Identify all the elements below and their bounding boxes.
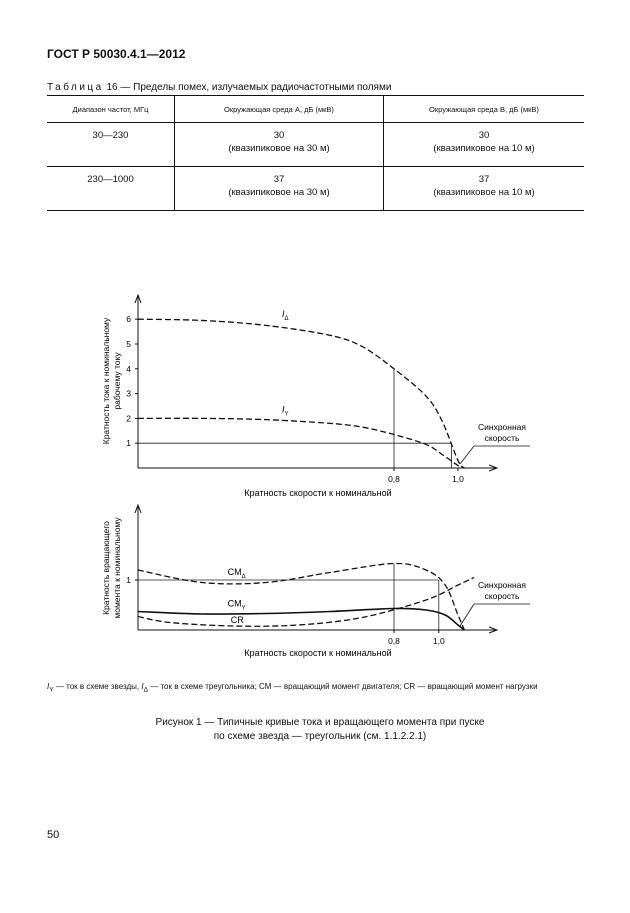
x-tick-label: 0,8 bbox=[388, 474, 400, 484]
series-label-subscript: Y bbox=[241, 605, 246, 612]
footnote-text: — ток в схеме звезды, bbox=[53, 682, 142, 691]
limit-value: 37 bbox=[478, 174, 490, 185]
footnote-text: — ток в схеме треугольника; CM — вращающий момент двигателя; CR — вращающий момент нагрузки bbox=[148, 682, 538, 691]
series-label: $I_Y$ bbox=[282, 404, 289, 418]
y-axis-label: рабочему току bbox=[112, 352, 122, 410]
annotation-text: Синхронная bbox=[477, 422, 527, 432]
series-line bbox=[138, 319, 464, 468]
y-tick-label: 2 bbox=[126, 413, 131, 424]
annotation-leader bbox=[460, 604, 474, 626]
range-value: 230—1000 bbox=[87, 174, 134, 185]
series-label: $CM_\Delta$ bbox=[227, 567, 246, 580]
table-header-cell: Окружающая среда А, дБ (мкВ) bbox=[175, 96, 384, 123]
y-tick-label: 3 bbox=[126, 388, 131, 399]
y-axis-label: Кратность тока к номинальному bbox=[101, 317, 111, 445]
y-tick-label: 6 bbox=[126, 314, 131, 325]
series-line bbox=[138, 563, 464, 630]
limit-value: 37 bbox=[273, 174, 285, 185]
range-value: 30—230 bbox=[92, 130, 129, 141]
annotation-text: Синхронная bbox=[477, 580, 527, 590]
series-label: $CM_Y$ bbox=[227, 598, 246, 612]
annotation-text: скорость bbox=[484, 591, 520, 601]
table-caption-text: 16 — Пределы помех, излучаемых радиочастотными полями bbox=[103, 82, 392, 93]
x-axis-label: Кратность скорости к номинальной bbox=[244, 488, 392, 498]
x-tick-label: 1,0 bbox=[432, 636, 445, 646]
x-tick-label: 0,8 bbox=[388, 636, 400, 646]
id-subscript: Δ bbox=[143, 686, 149, 694]
table-header-cell: Диапазон частот, МГц bbox=[47, 96, 175, 123]
x-tick-label: 1,0 bbox=[452, 474, 464, 484]
series-label: $I_\Delta$ bbox=[282, 309, 289, 323]
y-axis-label: момента к номинальному bbox=[112, 517, 122, 619]
iy-symbol: I bbox=[47, 682, 50, 691]
series-line bbox=[138, 578, 474, 627]
annotation-text: скорость bbox=[484, 433, 520, 443]
annotation-leader bbox=[460, 446, 474, 464]
series-label: CR bbox=[230, 615, 244, 625]
y-axis-label: Кратность вращающего bbox=[101, 521, 111, 615]
series-label-subscript: Δ bbox=[284, 316, 289, 323]
series-label-subscript: Δ bbox=[241, 574, 246, 580]
limit-note: (квазипиковое на 30 м) bbox=[228, 143, 330, 154]
iy-subscript: Y bbox=[49, 686, 54, 694]
y-tick-label: 4 bbox=[126, 363, 131, 374]
y-tick-label: 5 bbox=[126, 339, 131, 349]
limit-value: 30 bbox=[478, 130, 490, 141]
y-tick-label: 1 bbox=[126, 575, 131, 585]
limit-value: 30 bbox=[273, 130, 285, 141]
series-label-subscript: Y bbox=[284, 411, 289, 418]
id-symbol: I bbox=[141, 682, 144, 691]
standard-header: ГОСТ Р 50030.4.1—2012 bbox=[47, 47, 186, 61]
limit-note: (квазипиковое на 10 м) bbox=[433, 143, 535, 154]
figure-caption-line: по схеме звезда — треугольник (см. 1.1.2.2.1) bbox=[213, 731, 427, 742]
limit-note: (квазипиковое на 10 м) bbox=[433, 187, 535, 198]
page-number: 50 bbox=[47, 829, 60, 841]
x-axis-label: Кратность скорости к номинальной bbox=[244, 648, 392, 658]
y-tick-label: 1 bbox=[126, 438, 131, 449]
figure-caption-line: Рисунок 1 — Типичные кривые тока и вращающего момента при пуске bbox=[155, 717, 485, 728]
table-caption-prefix: Таблица bbox=[47, 82, 104, 93]
table-header-cell: Окружающая среда В, дБ (мкВ) bbox=[384, 96, 585, 123]
figure-footnote bbox=[47, 681, 584, 696]
figure-caption bbox=[120, 716, 520, 744]
limit-note: (квазипиковое на 30 м) bbox=[228, 187, 330, 198]
